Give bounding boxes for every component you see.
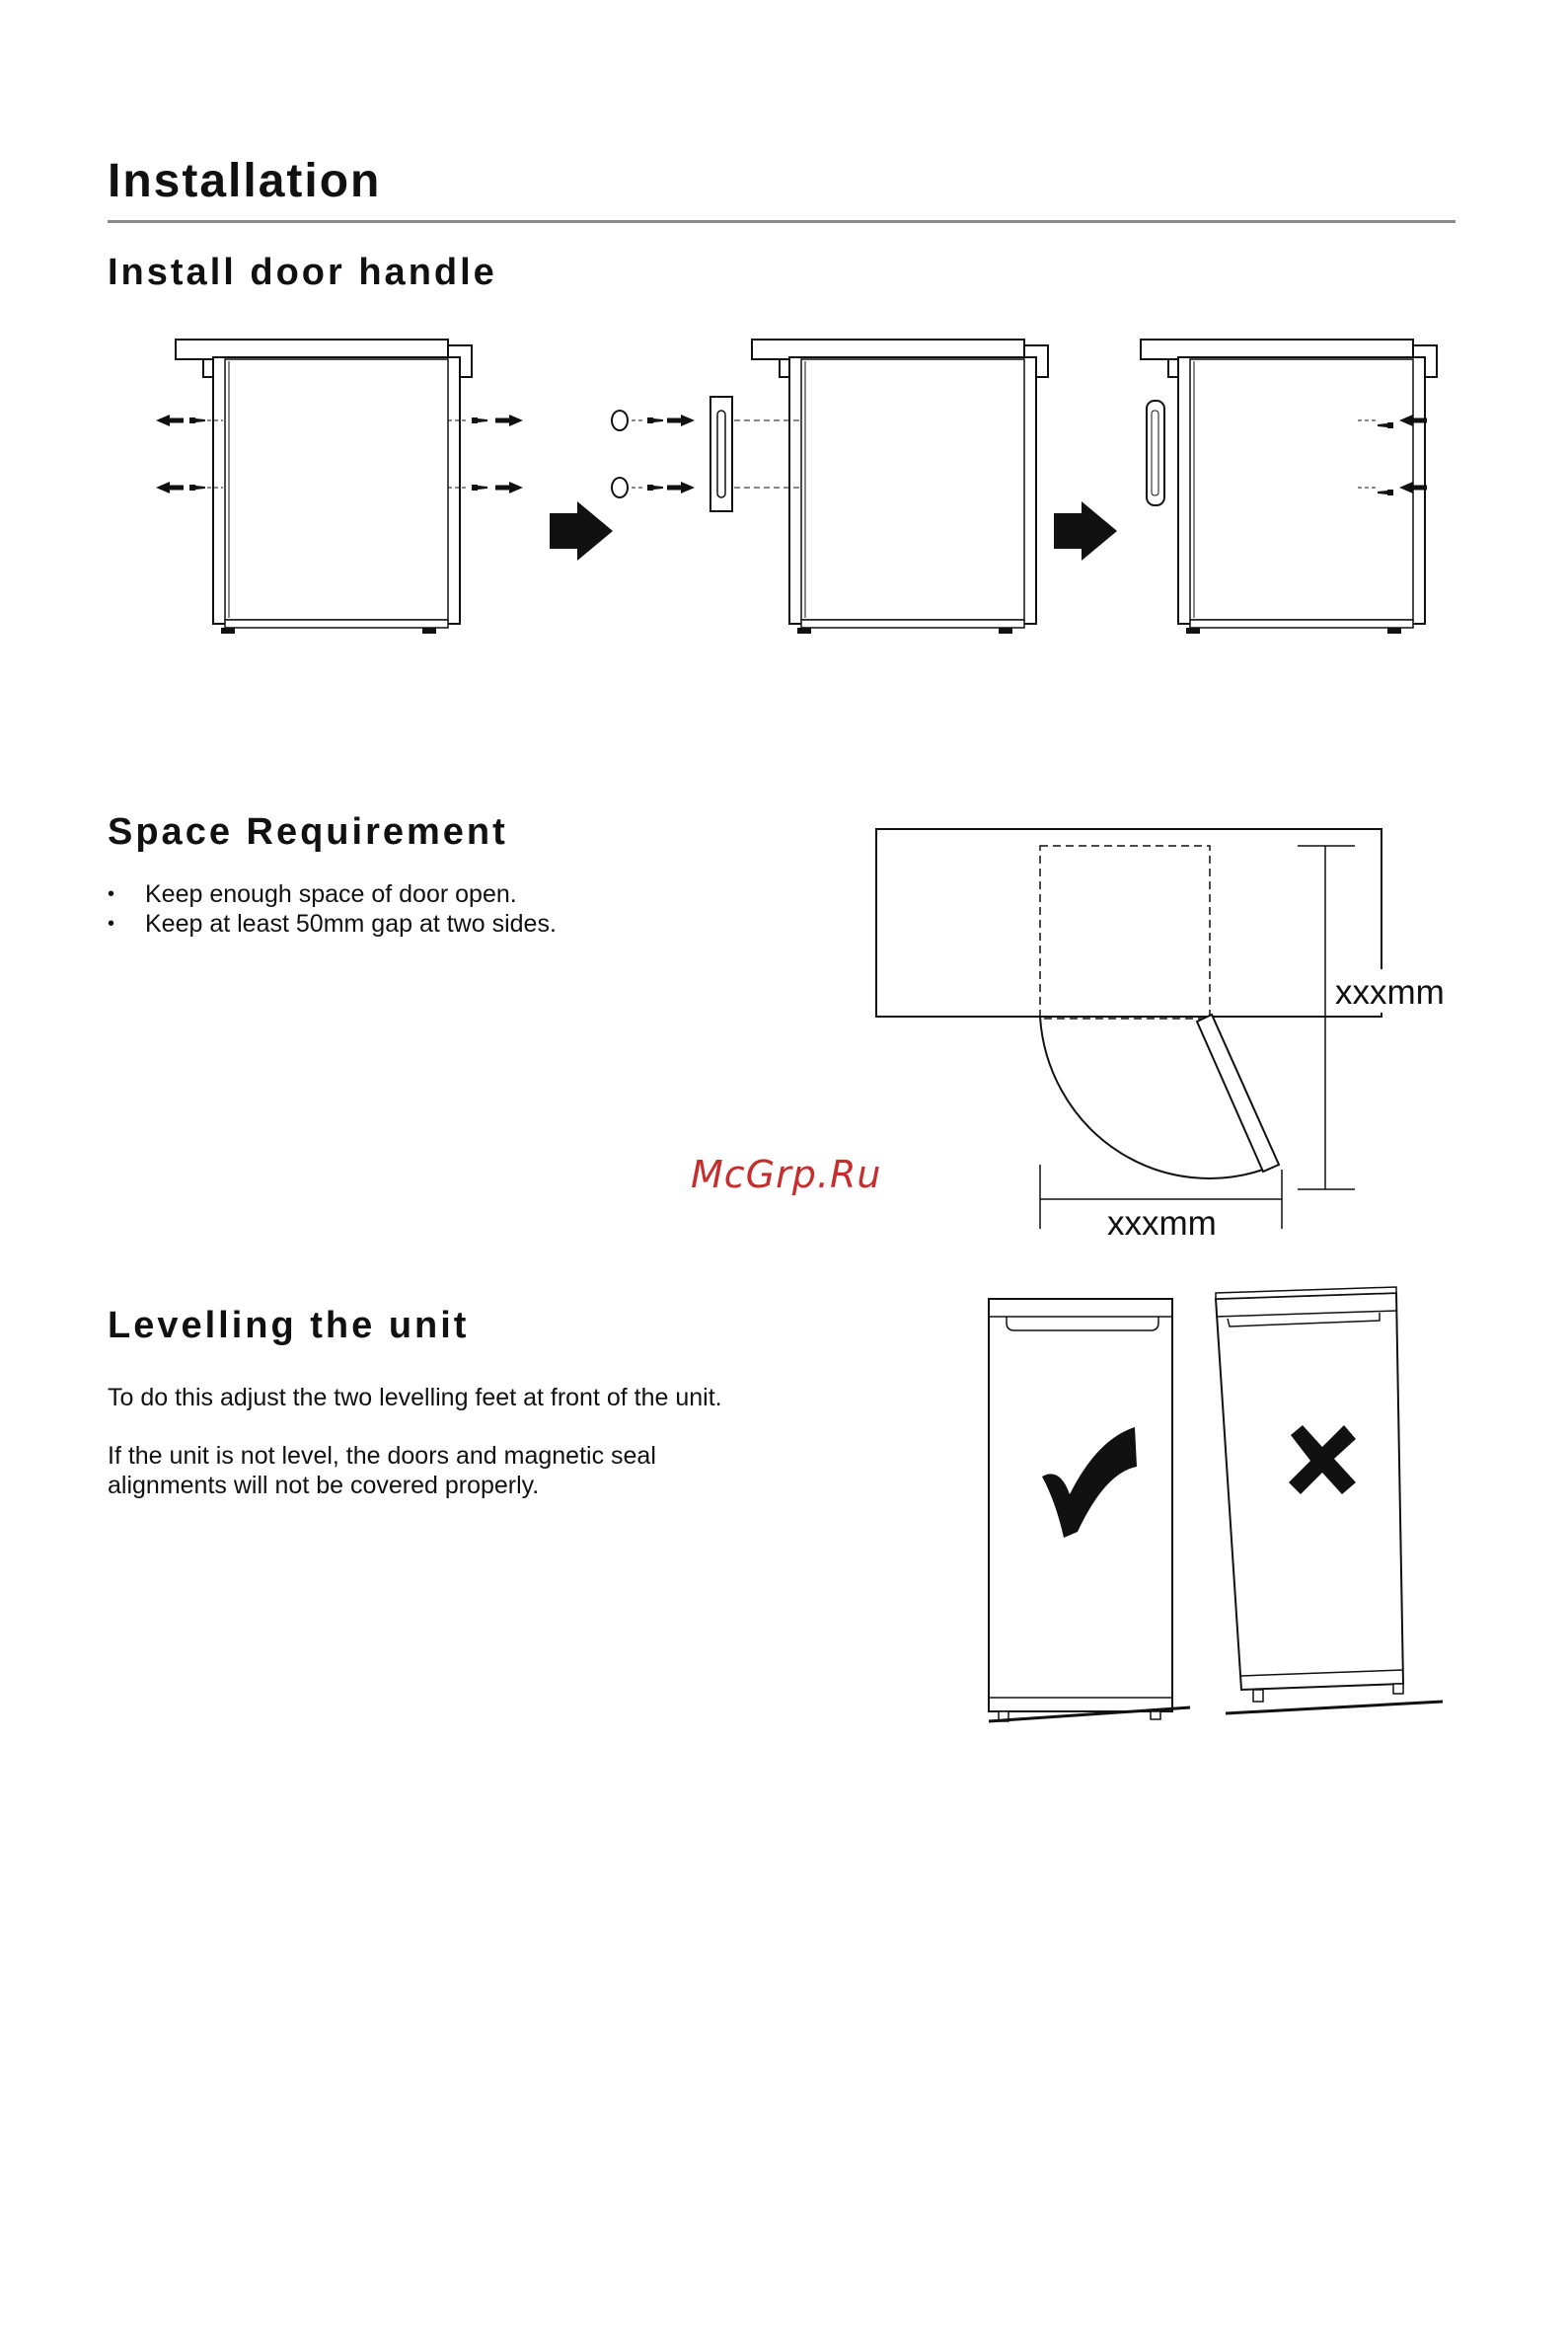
space-requirement-heading: Space Requirement [108,811,508,853]
levelling-warning-line-2: alignments will not be covered properly. [108,1472,540,1499]
fridge-step-2 [752,340,1048,634]
fridge-step-1 [176,340,472,634]
page-title: Installation [108,155,382,207]
fridge-step-3 [1141,340,1437,634]
list-item: • Keep at least 50mm gap at two sides. [108,909,557,939]
levelling-diagram [977,1283,1460,1727]
watermark: McGrp.Ru [691,1153,882,1196]
space-requirement-list [108,879,557,939]
levelling-warning-line-1: If the unit is not level, the doors and magnetic seal [108,1442,656,1470]
levelling-instruction: To do this adjust the two levelling feet at front of the unit. [108,1384,722,1411]
space-requirement-diagram [868,824,1480,1249]
door-handle-heading: Install door handle [108,252,497,293]
levelling-heading: Levelling the unit [108,1305,470,1346]
width-dimension-label: xxxmm [1107,1204,1217,1243]
list-item: • Keep enough space of door open. [108,879,557,909]
depth-dimension-label: xxxmm [1335,973,1445,1012]
next-step-arrow-icon [1054,501,1117,561]
door-handle-diagram [148,336,1431,671]
next-step-arrow-icon [550,501,613,561]
tilted-fridge [1216,1287,1403,1702]
title-divider [108,220,1456,223]
